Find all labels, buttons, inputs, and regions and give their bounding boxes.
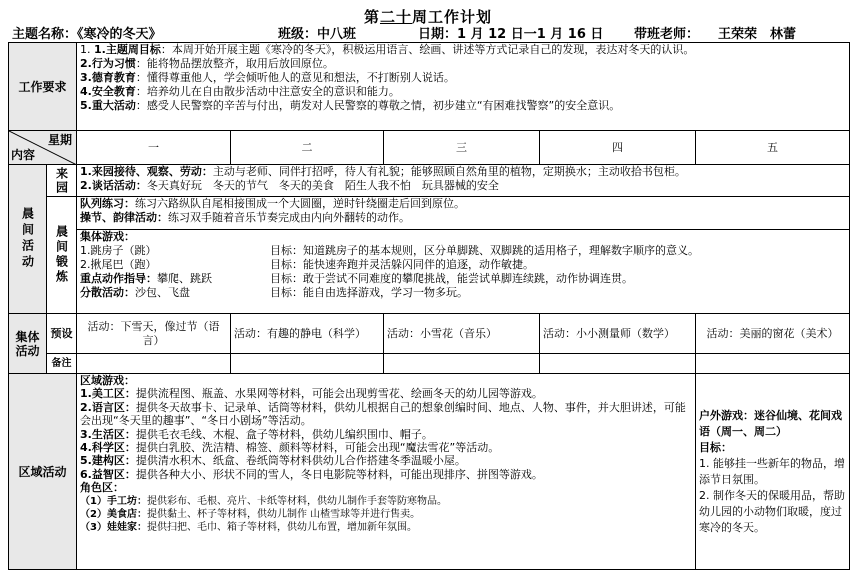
group-note-row [9,354,850,374]
morning-games-row [9,230,850,314]
zone-item: 2.语言区：提供冬天故事卡、记录单、话筒等材料，供幼儿根据自己的想象创编时间、地点、人物、事件，并大胆讲述，可能会出现“冬天里的趣事”、“冬日小剧场”等活动。 [80,400,686,428]
arrival-label: 来园 [47,165,77,197]
role-item: （3）娃娃家：提供扫把、毛巾、箱子等材料，供幼儿布置，增加新年氛围。 [80,522,417,534]
work-req-item: 2.行为习惯：能将物品摆放整齐，取用后放回原位。 [80,57,334,70]
zone-item: 6.益智区：提供各种大小、形状不同的雪人，冬日电影院等材料，可能出现排序、拼图等游戏。 [80,467,543,481]
work-requirements-row [9,43,850,131]
xingqi-label: 星期 [48,133,73,147]
zone-item: 4.科学区：提供白乳胶、洗洁精、棉签、颜料等材料，可能会出现“魔法雪花”等活动。 [80,441,500,455]
morning-activity-label: 晨间活动 [9,165,47,314]
title-week-number: 二十 [379,8,412,26]
weekday-monday: 一 [77,131,231,165]
work-req-item: 3.德育教育：懂得尊重他人，学会倾听他人的意见和想法，不打断别人说话。 [80,71,455,84]
work-req-item: 4.安全教育：培养幼儿在自由散步活动中注意安全的意识和能力。 [80,85,400,98]
plan-header [8,23,848,41]
teacher-names: 王荣荣 林蕾 [718,27,797,42]
area-games-content [77,374,696,570]
area-activity-label: 区域活动 [9,374,77,570]
plan-table [8,42,850,570]
outdoor-goal-item: 1. 能够挂一些新年的物品，增添节日氛围。 [699,456,846,486]
work-req-item: 5.重大活动：感受人民警察的辛苦与付出，萌发对人民警察的尊敬之情，初步建立“有困难找警察”的安全意识。 [80,99,621,112]
weekday-friday: 五 [696,131,850,165]
group-activity-monday: 活动：下雪天，像过节（语言） [77,314,231,354]
group-activity-thursday: 活动：小小测量师（数学） [540,314,696,354]
title-prefix: 第 [363,8,380,26]
zone-item: 1.美工区：提供流程图、瓶盖、水果网等材料，可能会出现剪雪花、绘画冬天的幼儿园等游戏。 [80,387,543,401]
games-heading: 集体游戏： [80,230,136,243]
title-suffix: 周工作计划 [412,8,493,26]
game-item: 2.揪尾巴（跑） 目标：能快速奔跑并灵活躲闪同伴的追逐，动作敏捷。 [80,258,535,271]
free-activity-item: 分散活动：沙包、飞盘 目标：能自由选择游戏，学习一物多玩。 [80,286,469,299]
area-heading: 区域游戏： [80,374,136,387]
group-activity-wednesday: 活动：小雪花（音乐） [384,314,540,354]
weekday-header-row [9,131,850,165]
drill-item: 队列练习：练习六路纵队自尾相接围成一个大圆圈，逆时针绕圈走后回到原位。 [80,197,466,210]
games-content [77,230,850,314]
roles-heading: 角色区： [80,481,125,495]
drill-item: 操节、韵律活动：练习双手随着音乐节奏完成由内向外翻转的动作。 [80,211,411,224]
group-activity-label: 集体活动 [9,314,47,374]
theme-name: 主题名称：《寒冷的冬天》 [12,27,162,42]
group-activity-friday: 活动：美丽的窗花（美术） [696,314,850,354]
weekday-thursday: 四 [540,131,696,165]
group-activity-tuesday: 活动：有趣的静电（科学） [231,314,384,354]
outdoor-heading: 户外游戏：迷谷仙境、花间戏语（周一、周二） [699,408,843,438]
morning-arrival-row [9,165,850,197]
role-item: （2）美食店：提供黏土、杯子等材料，供幼儿制作 山楂雪球等并进行售卖。 [80,509,421,521]
drill-content [77,197,850,230]
outdoor-games-content [696,374,850,570]
outdoor-goal-item: 2. 制作冬天的保暖用品，帮助幼儿园的小动物们取暖，度过寒冷的冬天。 [699,488,846,534]
group-preset-row [9,314,850,354]
key-action-item: 重点动作指导：攀爬、跳跃 目标：敢于尝试不同难度的攀爬挑战，能尝试单脚连续跳，动作协调连贯。 [80,272,634,285]
role-item: （1）手工坊：提供彩布、毛根、亮片、卡纸等材料，供幼儿制作手套等防寒物品。 [80,495,447,507]
zone-item: 3.生活区：提供毛衣毛线、木棍、盒子等材料，供幼儿编织围巾、帽子。 [80,427,433,441]
exercise-label: 晨间锻炼 [47,197,77,314]
arrival-item: 2.谈话活动：冬天真好玩 冬天的节气 冬天的美食 陌生人我不怕 玩具器械的安全 [80,179,499,192]
game-item: 1.跳房子（跳） 目标：知道跳房子的基本规则，区分单脚跳、双脚跳的适用格子，理解数字顺序的意义。 [80,244,700,257]
xingqi-neirong-cell [9,131,77,165]
arrival-content [77,165,850,197]
neirong-label: 内容 [11,148,36,162]
class-name: 班级：中八班 [278,27,357,42]
zone-item: 5.建构区：提供清水积木、纸盒、卷纸筒等材料供幼儿合作搭建冬季温暖小屋。 [80,454,466,468]
outdoor-goal-heading: 目标： [699,440,733,454]
weekday-tuesday: 二 [231,131,384,165]
note-label: 备注 [47,354,77,374]
area-activity-row [9,374,850,570]
weekday-wednesday: 三 [384,131,540,165]
preset-label: 预设 [47,314,77,354]
work-req-item: 1. 1.主题周目标：本周开始开展主题《寒冷的冬天》，积极运用语言、绘画、讲述等方式记录自己的发现，表达对冬天的认识。 [80,43,695,56]
teacher-label: 带班老师： [634,27,700,42]
work-requirements-label: 工作要求 [9,43,77,131]
morning-drill-row [9,197,850,230]
date-range: 日期：1 月 12 日一1 月 16 日 [418,27,604,42]
work-requirements-content [77,43,850,131]
arrival-item: 1.来园接待、观察、劳动：主动与老师、同伴打招呼，待人有礼貌；能够照顾自然角里的植物，定期换水；主动收拾书包柜。 [80,165,686,178]
